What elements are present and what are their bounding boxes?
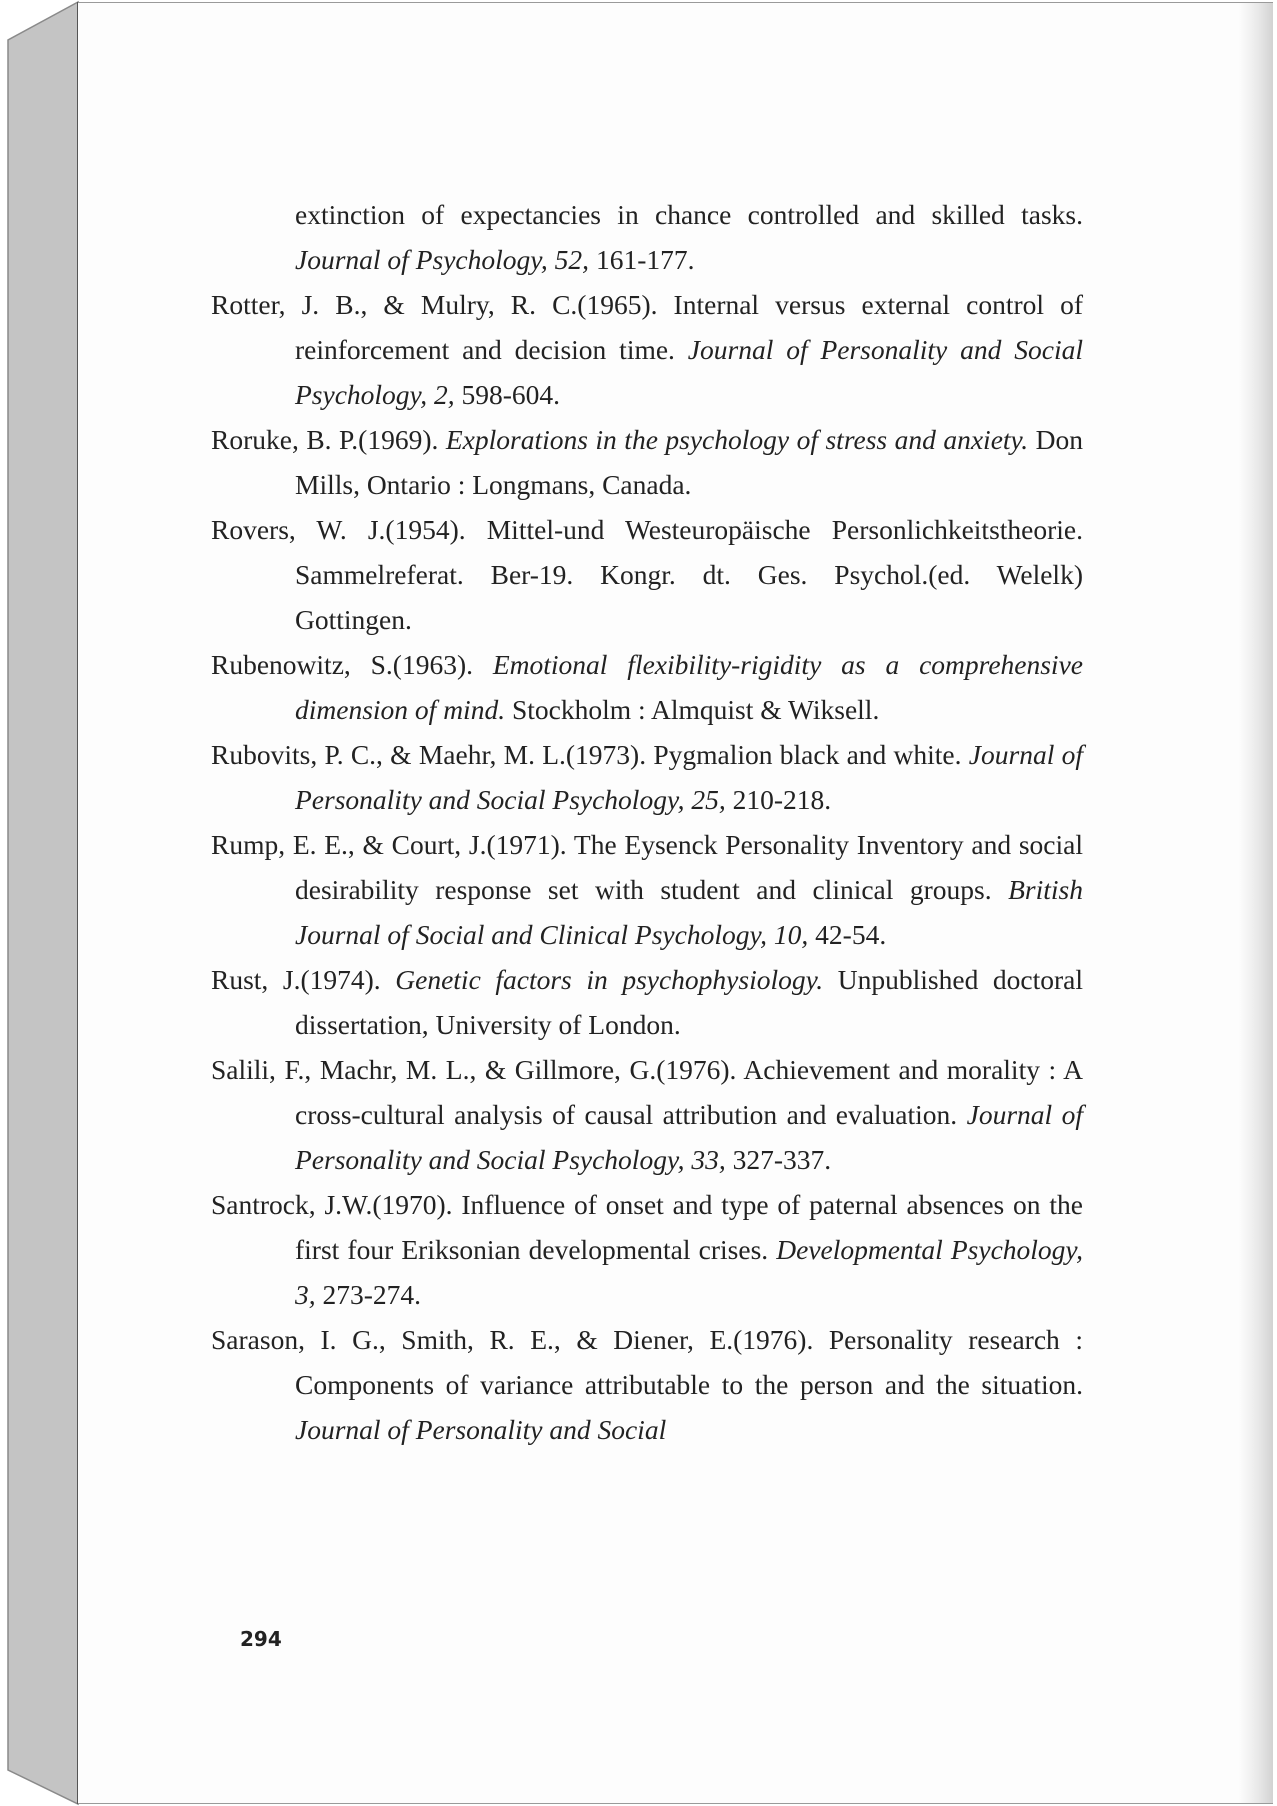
reference-entry: Sarason, I. G., Smith, R. E., & Diener, E.(1976). Personality research : Components of variance attributable to the person and the situation. Journal of Personality and Social xyxy=(211,1324,1083,1445)
reference-entry: Salili, F., Machr, M. L., & Gillmore, G.(1976). Achievement and morality : A cross-cultural analysis of causal attribution and evaluation. Journal of Personality and Social Psychology, 33, 327-337. xyxy=(211,1054,1083,1175)
page-edge-shadow xyxy=(1239,3,1273,1803)
reference-entry: Rubenowitz, S.(1963). Emotional flexibility-rigidity as a comprehensive dimension of mind. Stockholm : Almquist & Wiksell. xyxy=(211,649,1083,725)
reference-entry: Rump, E. E., & Court, J.(1971). The Eysenck Personality Inventory and social desirability response set with student and clinical groups. British Journal of Social and Clinical Psychology, 10, 42-54. xyxy=(211,829,1083,950)
page-number: 294 xyxy=(240,1627,282,1651)
reference-entry: Rust, J.(1974). Genetic factors in psychophysiology. Unpublished doctoral dissertation, University of London. xyxy=(211,964,1084,1040)
reference-list xyxy=(211,192,1083,1452)
reference-entry: Rubovits, P. C., & Maehr, M. L.(1973). Pygmalion black and white. Journal of Personality and Social Psychology, 25, 210-218. xyxy=(211,739,1083,815)
reference-entry: Santrock, J.W.(1970). Influence of onset and type of paternal absences on the first four Eriksonian developmental crises. Developmental Psychology, 3, 273-274. xyxy=(211,1189,1083,1310)
reference-entry: Rotter, J. B., & Mulry, R. C.(1965). Internal versus external control of reinforcement and decision time. Journal of Personality and Social Psychology, 2, 598-604. xyxy=(211,289,1083,410)
reference-entry: extinction of expectancies in chance controlled and skilled tasks. Journal of Psychology, 52, 161-177. xyxy=(295,199,1083,275)
reference-entry: Rovers, W. J.(1954). Mittel-und Westeuropäische Personlichkeitstheorie. Sammelreferat. Ber-19. Kongr. dt. Ges. Psychol.(ed. Welelk) Gottingen. xyxy=(211,514,1083,635)
reference-entry: Roruke, B. P.(1969). Explorations in the psychology of stress and anxiety. Don Mills, Ontario : Longmans, Canada. xyxy=(211,424,1083,500)
